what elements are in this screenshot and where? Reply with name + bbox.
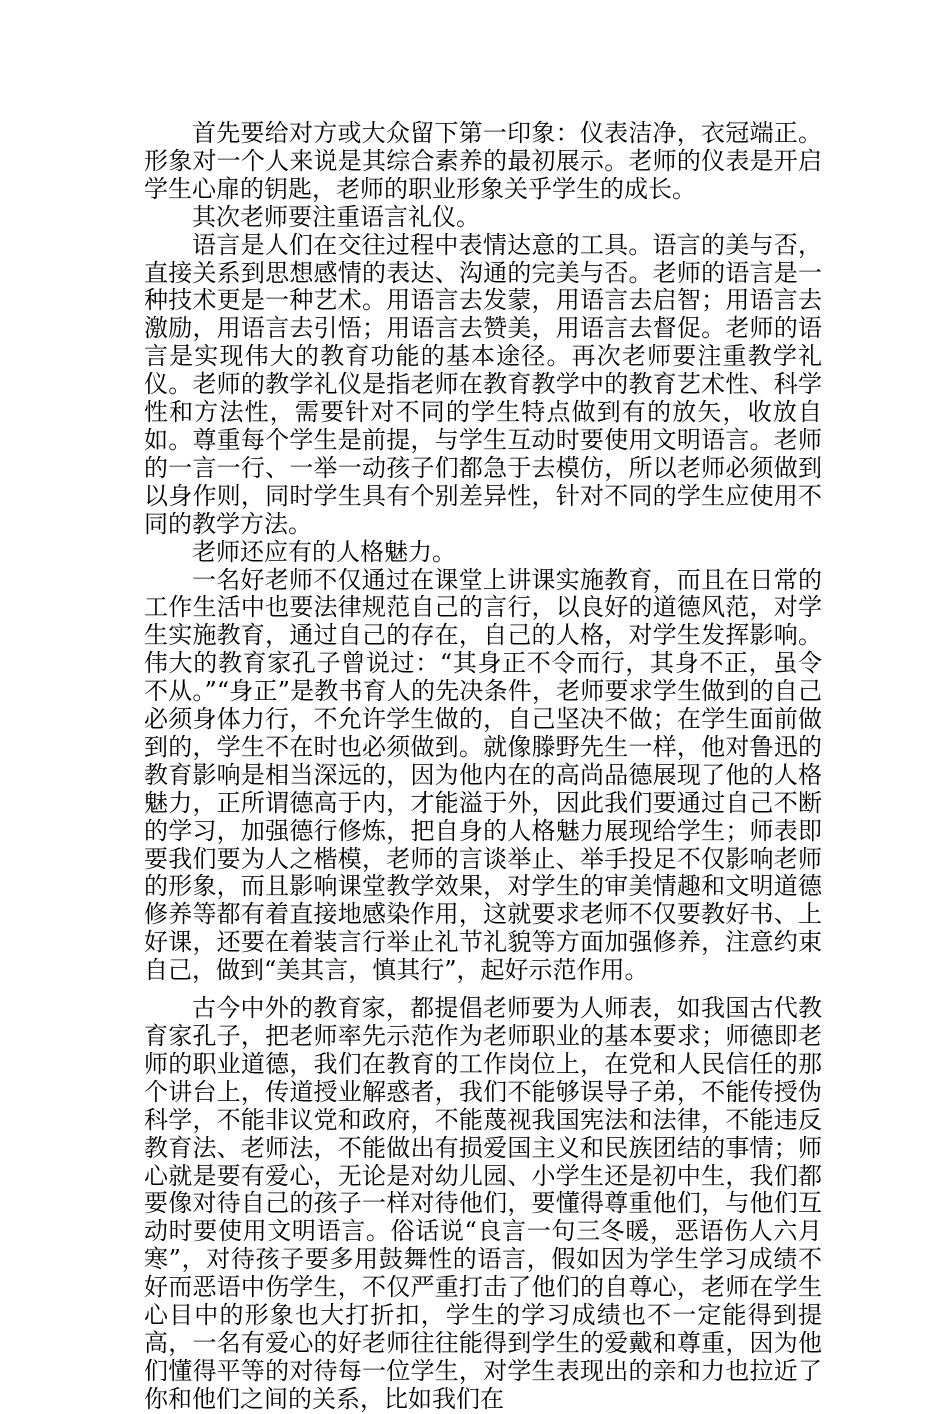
- paragraph-language-etiquette: 语言是人们在交往过程中表情达意的工具。语言的美与否，直接关系到思想感情的表达、沟通的完美与否。老师的语言是一种技术更是一种艺术。用语言去发蒙，用语言去启智；用语言去激励，用语言去引悟；用语言去赞美，用语言去督促。老师的语言是实现伟大的教育功能的基本途径。再次老师要注重教学礼仪。老师的教学礼仪是指老师在教育教学中的教育艺术性、科学性和方法性，需要针对不同的学生特点做到有的放矢，收放自如。尊重每个学生是前提，与学生互动时要使用文明语言。老师的一言一行、一举一动孩子们都急于去模仿，所以老师必须做到以身作则，同时学生具有个别差异性，针对不同的学生应使用不同的教学方法。: [144, 230, 822, 538]
- paragraph-language-etiquette-heading: 其次老师要注重语言礼仪。: [192, 202, 480, 231]
- document-page: [144, 120, 822, 1414]
- paragraph-personality: 一名好老师不仅通过在课堂上讲课实施教育，而且在日常的工作生活中也要法律规范自己的言行，以良好的道德风范，对学生实施教育，通过自己的存在，自己的人格，对学生发挥影响。伟大的教育家孔子曾说过：“其身正不令而行，其身不正，虽令不从。”“身正”是教书育人的先决条件，老师要求学生做到的自己必须身体力行，不允许学生做的，自己坚决不做；在学生面前做到的，学生不在时也必须做到。就像滕野先生一样，他对鲁迅的教育影响是相当深远的，因为他内在的高尚品德展现了他的人格魅力，正所谓德高于内，才能溢于外，因此我们要通过自己不断的学习，加强德行修炼，把自身的人格魅力展现给学生；师表即要我们要为人之楷模，老师的言谈举止、举手投足不仅影响老师的形象，而且影响课堂教学效果，对学生的审美情趣和文明道德修养等都有着直接地感染作用，这就要求老师不仅要教好书、上好课，还要在着装言行举止礼节礼貌等方面加强修养，注意约束自己，做到“美其言，慎其行”，起好示范作用。: [144, 565, 822, 985]
- paragraph-personality-heading: 老师还应有的人格魅力。: [192, 537, 456, 566]
- paragraph-teacher-ethics: 古今中外的教育家，都提倡老师要为人师表，如我国古代教育家孔子，把老师率先示范作为老师职业的基本要求；师德即老师的职业道德，我们在教育的工作岗位上，在党和人民信任的那个讲台上，传道授业解惑者，我们不能够误导子弟，不能传授伪科学，不能非议党和政府，不能蔑视我国宪法和法律，不能违反教育法、老师法，不能做出有损爱国主义和民族团结的事情；师心就是要有爱心，无论是对幼儿园、小学生还是初中生，我们都要像对待自己的孩子一样对待他们，要懂得尊重他们，与他们互动时要使用文明语言。俗话说“良言一句三冬暖，恶语伤人六月寒”，对待孩子要多用鼓舞性的语言，假如因为学生学习成绩不好而恶语中伤学生，不仅严重打击了他们的自尊心，老师在学生心目中的形象也大打折扣，学生的学习成绩也不一定能得到提高，一名有爱心的好老师往往能得到学生的爱戴和尊重，因为他们懂得平等的对待每一位学生，对学生表现出的亲和力也拉近了你和他们之间的关系，比如我们在: [144, 994, 822, 1413]
- paragraph-first-impression: 首先要给对方或大众留下第一印象：仪表洁净，衣冠端正。形象对一个人来说是其综合素养的最初展示。老师的仪表是开启学生心扉的钥匙，老师的职业形象关乎学生的成长。: [144, 119, 822, 203]
